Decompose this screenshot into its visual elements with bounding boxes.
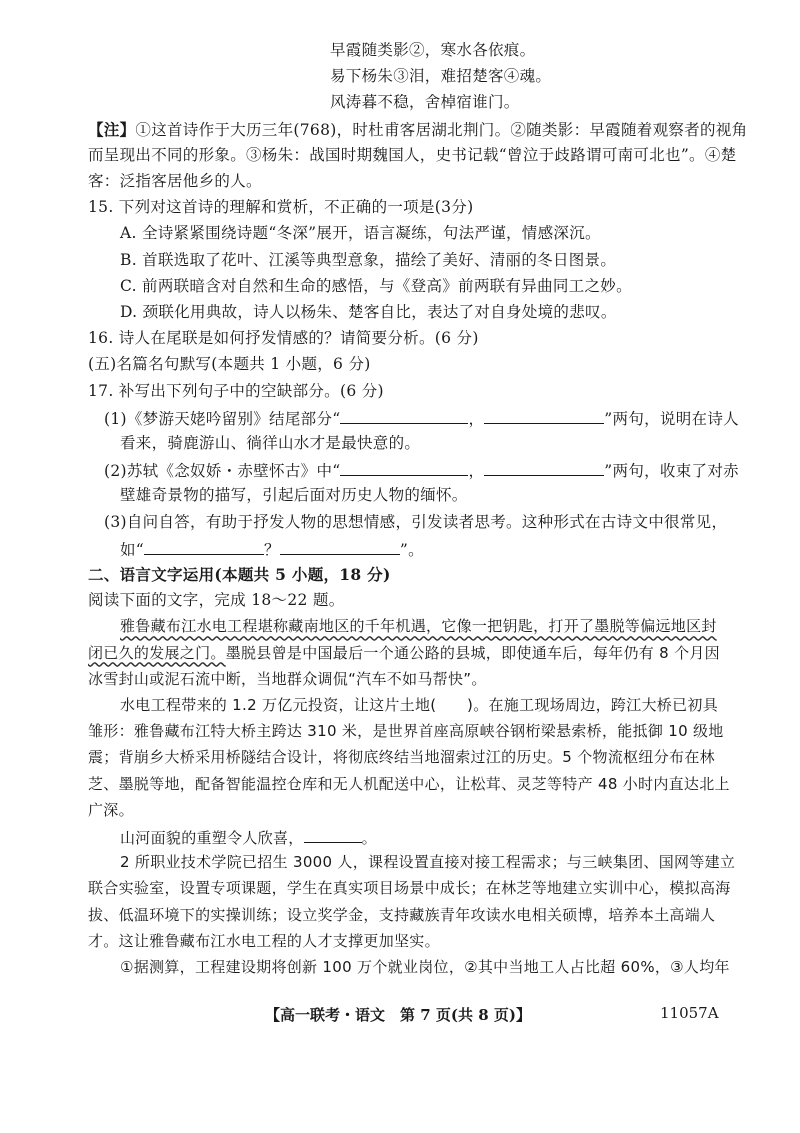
question-17-part-1-cont: 看来，骑鹿游山、徜徉山水才是最快意的。	[120, 434, 421, 452]
question-17-part-2-cont: 壁雄奇景物的描写，引起后面对历史人物的缅怀。	[120, 486, 468, 505]
answer-blank[interactable]	[484, 459, 604, 476]
question-17-part-2	[104, 459, 739, 482]
poem-line-3: 风涛暮不稳，舍棹宿谁门。	[330, 93, 520, 112]
answer-blank[interactable]	[484, 407, 604, 424]
question-16: 16. 诗人在尾联是如何抒发情感的？请简要分析。(6 分)	[88, 329, 479, 348]
section-5-heading: (五)名篇名句默写(本题共 1 小题，6 分)	[88, 355, 371, 374]
wavy-underlined-sentence: 雅鲁藏布江水电工程堪称藏南地区的千年机遇，它像一把钥匙，打开了墨脱等偏远地区封	[120, 617, 717, 636]
question-17-part-3: (3)自问自答，有助于抒发人物的思想情感，引发读者思考。这种形式在古诗文中很常见，	[104, 512, 728, 531]
note-text-1: ①这首诗作于大历三年(768)，时杜甫客居湖北荆门。②随类影：早霞随着观察者的视角	[135, 120, 748, 139]
note-line-2: 而呈现出不同的形象。③杨朱：战国时期魏国人，史书记载“曾泣于歧路谓可南可北也”。④楚	[88, 145, 737, 164]
passage-para-2-line-2: 雏形：雅鲁藏布江特大桥主跨达 310 米，是世界首座高原峡谷钢桁梁悬索桥，能抵御 10 级地	[88, 722, 724, 741]
question-15-option-c: C. 前两联暗含对自然和生命的感悟，与《登高》前两联有异曲同工之妙。	[120, 276, 632, 295]
note-line-1	[88, 119, 747, 141]
q17-p1-sep: ，	[468, 409, 485, 428]
question-15-option-d: D. 颈联化用典故，诗人以杨朱、楚客自比，表达了对自身处境的悲叹。	[120, 303, 617, 321]
question-17-stem: 17. 补写出下列句子中的空缺部分。(6 分)	[88, 381, 384, 400]
passage-para-5-line-1: ①据测算，工程建设期将创新 100 万个就业岗位，②其中当地工人占比超 60%，③人均年	[120, 958, 730, 976]
q17-p1-tail: ”两句，说明在诗人	[604, 409, 739, 428]
passage-para-2-line-4: 芝、墨脱等地，配备智能温控仓库和无人机配送中心，让松茸、灵芝等特产 48 小时内直达北上	[88, 774, 730, 793]
passage-para-3-end: 。	[361, 829, 377, 847]
passage-para-4-line-1: 2 所职业技术学院已招生 3000 人，课程设置直接对接工程需求；与三峡集团、国网等建立	[120, 853, 736, 872]
question-15-option-a: A. 全诗紧紧围绕诗题“冬深”展开，语言凝练，句法严谨，情感深沉。	[120, 224, 601, 243]
passage-para-1-line-3: 冰雪封山或泥石流中断，当地群众调侃“汽车不如马帮快”。	[88, 669, 487, 688]
answer-blank[interactable]	[304, 826, 362, 843]
passage-para-1-line-2	[88, 643, 720, 664]
passage-para-2-line-5: 广深。	[88, 800, 134, 819]
passage-para-4-line-4: 才。这让雅鲁藏布江水电工程的人才支撑更加坚实。	[88, 931, 440, 950]
passage-para-1-line-2b: 墨脱县曾是中国最后一个通公路的县城，即使通车后，每年仍有 8 个月因	[225, 643, 720, 662]
question-15-stem: 15. 下列对这首诗的理解和赏析，不正确的一项是(3分)	[88, 198, 474, 217]
passage-para-2-line-3: 震；背崩乡大桥采用桥隧结合设计，将彻底终结当地溜索过江的历史。5 个物流枢纽分布在林	[88, 748, 715, 767]
answer-blank[interactable]	[340, 459, 468, 476]
poem-line-1: 早霞随类影②，寒水各依痕。	[330, 41, 536, 59]
wavy-underlined-sentence-end: 闭已久的发展之门。	[88, 643, 226, 662]
passage-para-1-line-1	[120, 616, 717, 637]
page-footer: 【高一联考・语文 第 7 页(共 8 页)】	[265, 1006, 531, 1024]
answer-blank[interactable]	[144, 538, 264, 555]
question-17-part-1	[104, 407, 739, 430]
question-17-part-3-cont	[120, 538, 424, 561]
note-label: 【注】	[88, 119, 136, 139]
q17-p2-lead: (2)苏轼《念奴娇・赤壁怀古》中“	[104, 462, 341, 481]
q17-p3-lead: 如“	[120, 540, 145, 559]
exam-code: 11057A	[660, 1004, 719, 1022]
question-15-option-b: B. 首联选取了花叶、江溪等典型意象，描绘了美好、清丽的冬日图景。	[120, 250, 617, 269]
passage-para-4-line-3: 拔、低温环境下的实操训练；设立奖学金，支持藏族青年攻读水电相关硕博，培养本土高端人	[88, 905, 716, 924]
passage-para-3-text: 山河面貌的重塑令人欣喜，	[120, 829, 304, 847]
passage-para-2-line-1: 水电工程带来的 1.2 万亿元投资，让这片土地( )。在施工现场周边，跨江大桥已初具	[120, 696, 718, 714]
part-2-heading: 二、语言文字运用(本题共 5 小题，18 分)	[88, 565, 391, 584]
q17-p1-lead: (1)《梦游天姥吟留别》结尾部分“	[104, 409, 341, 428]
q17-p2-sep: ，	[468, 462, 485, 481]
q17-p2-tail: ”两句，收束了对赤	[604, 462, 739, 481]
passage-para-4-line-2: 联合实验室，设置专项课题，学生在真实项目场景中成长；在林芝等地建立实训中心，模拟高海	[88, 879, 731, 898]
answer-blank[interactable]	[280, 538, 400, 555]
answer-blank[interactable]	[340, 407, 468, 424]
passage-para-3	[120, 826, 377, 849]
q17-p3-tail: ”。	[399, 540, 424, 559]
poem-line-2: 易下杨朱③泪，难招楚客④魂。	[330, 67, 552, 86]
note-line-3: 客：泛指客居他乡的人。	[88, 172, 262, 190]
part-2-intro: 阅读下面的文字，完成 18～22 题。	[88, 591, 345, 610]
q17-p3-sep: ？	[264, 540, 280, 559]
